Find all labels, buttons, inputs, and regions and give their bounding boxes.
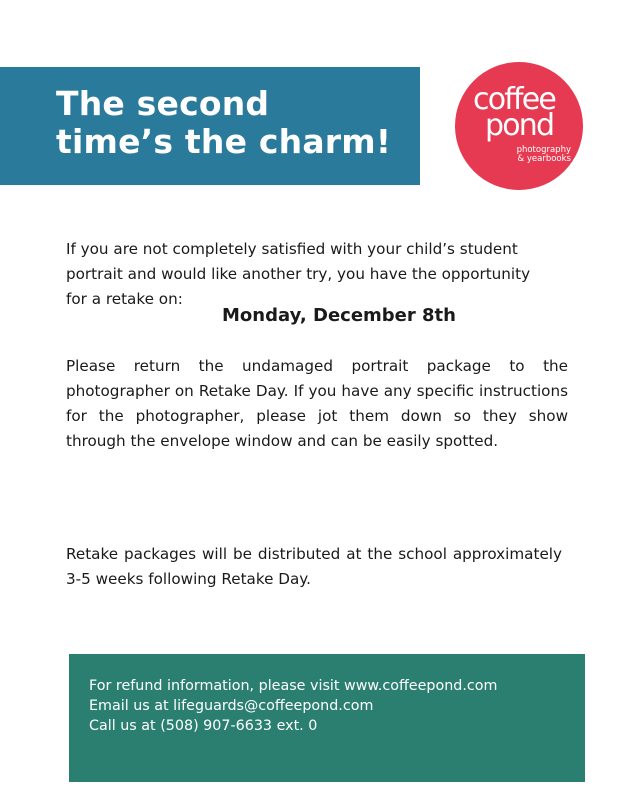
header-banner	[0, 67, 420, 185]
intro-line-1: If you are not completely satisfied with your child’s student	[66, 240, 518, 258]
email-line: Email us at lifeguards@coffeepond.com	[89, 698, 374, 714]
refund-info-line: For refund information, please visit www.coffeepond.com	[89, 678, 498, 694]
coffeepond-logo	[455, 62, 583, 190]
contact-footer	[69, 654, 585, 782]
logo-word-pond: pond	[485, 108, 554, 143]
phone-line: Call us at (508) 907-6633 ext. 0	[89, 718, 318, 734]
intro-line-2: portrait and would like another try, you have the opportunity	[66, 265, 531, 283]
instructions-paragraph: Please return the undamaged portrait package to the photographer on Retake Day. If you have any specific instructions for the photographer, please jot them down so they show through the envelope window and can be easily spotted.	[66, 357, 568, 450]
logo-word-coffee: coffee	[473, 82, 556, 117]
intro-paragraph	[66, 237, 576, 312]
logo-subtitle-yearbooks: & yearbooks	[517, 154, 571, 164]
intro-line-3: for a retake on:	[66, 290, 183, 308]
banner-title-line-2: time’s the charm!	[56, 122, 392, 161]
logo-subtitle-photography: photography	[516, 145, 571, 155]
banner-title-line-1: The second	[56, 84, 270, 123]
retake-date: Monday, December 8th	[222, 305, 456, 326]
distribution-paragraph: Retake packages will be distributed at the school approximately 3-5 weeks following Retake Day.	[66, 545, 562, 588]
